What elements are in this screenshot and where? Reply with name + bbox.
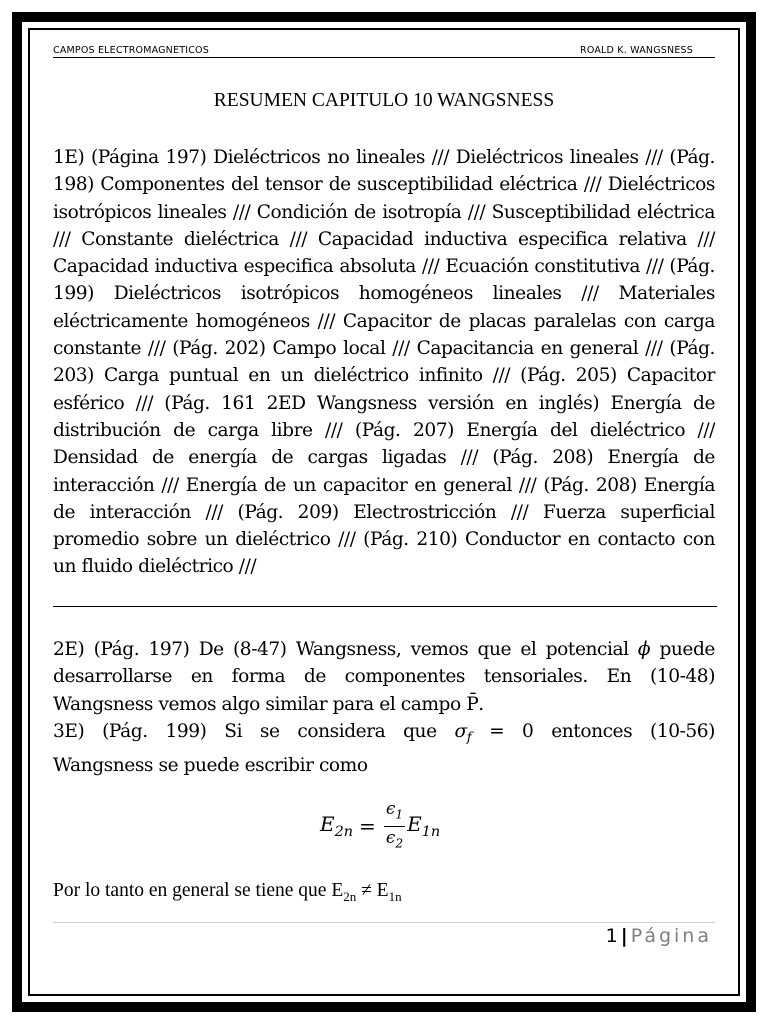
header-left: CAMPOS ELECTROMAGNETICOS	[53, 45, 209, 56]
footer-divider	[53, 922, 715, 923]
paragraph-topics-list: 1E) (Página 197) Dieléctricos no lineales /// Dieléctricos lineales /// (Pág. 198) Componentes del tensor de susceptibilidad eléctrica /// Dieléctricos isotrópicos lineales /// Condición de isotropía /// Susceptibilidad eléctrica /// Constante dieléctrica /// Capacidad inductiva especifica relativa /// Capacidad inductiva especifica absoluta /// Ecuación constitutiva /// (Pág. 199) Dieléctricos isotrópicos homogéneos lineales /// Materiales eléctricamente homogéneos /// Capacitor de placas paralelas con carga constante /// (Pág. 202) Campo local /// Capacitancia en general /// (Pág. 203) Carga puntual en un dieléctrico infinito /// (Pág. 205) Capacitor esférico /// (Pág. 161 2ED Wangsness versión en inglés) Energía de distribución de carga libre /// (Pág. 207) Energía del dieléctrico /// Densidad de energía de cargas ligadas /// (Pág. 208) Energía de interacción /// Energía de un capacitor en general /// (Pág. 208) Energía de interacción /// (Pág. 209) Electrostricción /// Fuerza superficial promedio sobre un dieléctrico /// (Pág. 210) Conductor en contacto con un fluido dieléctrico ///	[53, 147, 715, 578]
eq-num-symbol: ϵ	[385, 799, 396, 820]
exercise-3e-part1: 3E) (Pág. 199) Si se considera que	[53, 720, 437, 742]
sigma-symbol	[454, 720, 472, 746]
eq-equals: =	[359, 814, 376, 838]
eq-num-subscript: 1	[395, 807, 404, 822]
page-label: Página	[630, 925, 712, 947]
sigma-subscript: f	[466, 730, 472, 746]
exercise-2e-text	[53, 639, 715, 715]
eq-numerator	[384, 799, 405, 826]
running-header	[53, 45, 715, 58]
eq-lhs-symbol: E	[320, 812, 335, 836]
page-number: 1	[605, 925, 618, 947]
eq-denominator	[384, 827, 405, 853]
header-right: ROALD K. WANGSNESS	[580, 45, 693, 56]
eq-den-symbol: ϵ	[385, 827, 396, 848]
sigma-glyph: σ	[454, 720, 467, 742]
section-divider	[53, 606, 717, 607]
paragraph-exercises	[53, 636, 715, 779]
conclusion-neq: ≠ E	[356, 880, 389, 901]
footer-separator: |	[620, 925, 628, 947]
conclusion-sub2: 1n	[388, 888, 402, 904]
exercise-3e-line2: Wangsness se puede escribir como	[53, 754, 368, 776]
boundary-equation	[320, 798, 440, 854]
phi-symbol: ϕ	[637, 639, 651, 660]
eq-rhs-subscript: 1n	[421, 824, 441, 840]
eq-rhs-symbol: E	[407, 812, 422, 836]
exercise-2e-part1: 2E) (Pág. 197) De (8-47) Wangsness, vemos que el potencial	[53, 639, 629, 660]
eq-rhs	[407, 812, 440, 840]
eq-fraction	[384, 799, 405, 853]
document-title: RESUMEN CAPITULO 10 WANGSNESS	[213, 90, 555, 111]
eq-den-subscript: 2	[395, 835, 404, 850]
conclusion-line	[53, 880, 715, 905]
page-footer	[606, 925, 712, 947]
exercise-2e-part2: puede desarrollarse en forma de componentes tensoriales. En (10-48) Wangsness vemos algo similar para el campo P̄.	[53, 639, 715, 715]
conclusion-text: Por lo tanto en general se tiene que E	[53, 880, 344, 901]
eq-lhs-subscript: 2n	[334, 824, 354, 840]
exercise-3e-line	[53, 718, 715, 752]
conclusion-sub1: 2n	[343, 888, 357, 904]
exercise-3e-part2: = 0 entonces (10-56)	[489, 720, 715, 742]
eq-lhs	[320, 812, 353, 840]
